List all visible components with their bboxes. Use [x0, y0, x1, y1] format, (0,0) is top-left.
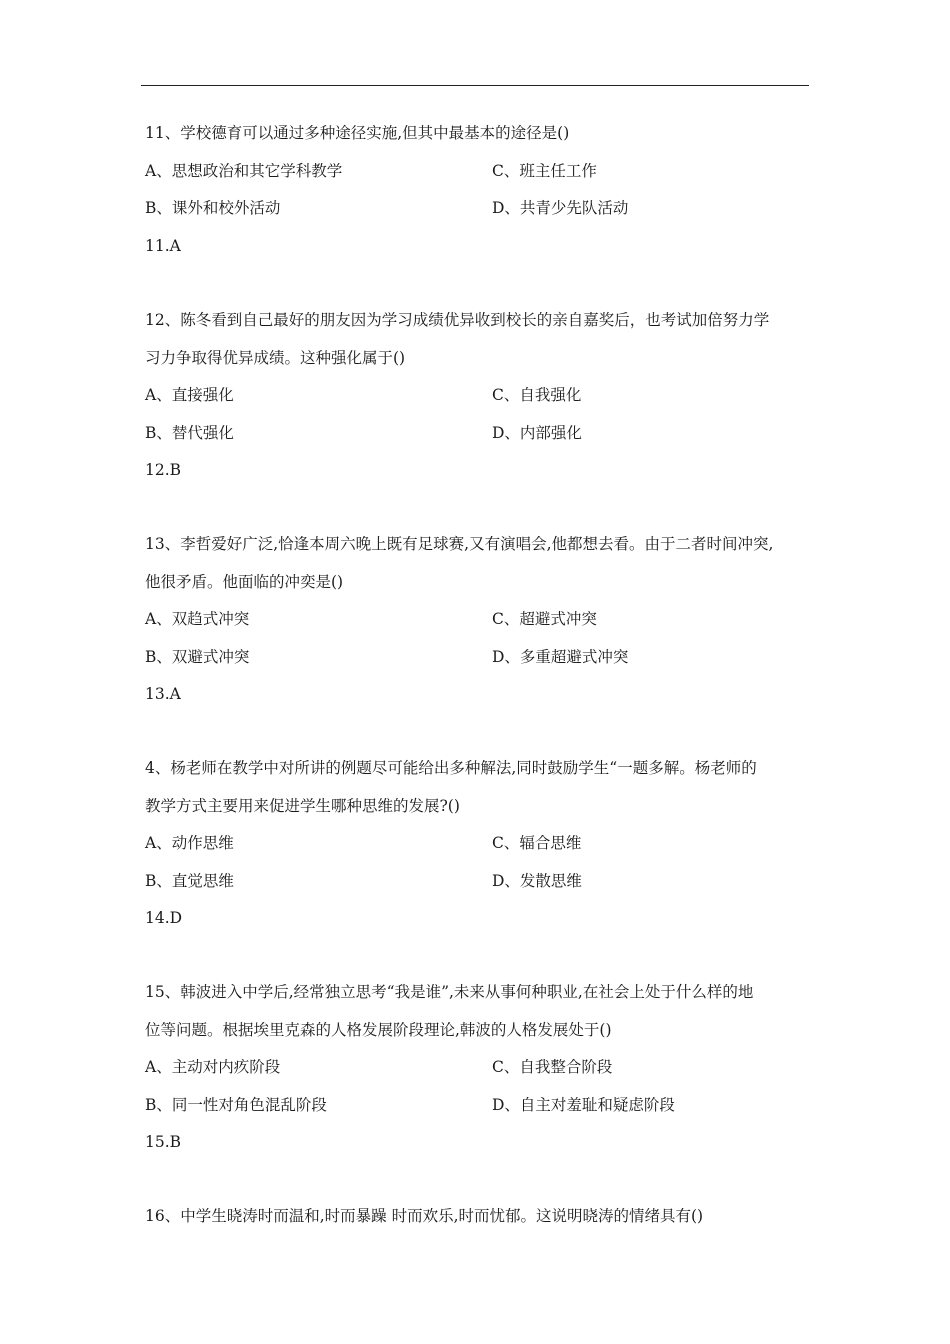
options-row-2 — [145, 863, 809, 901]
answer: 12.B — [145, 461, 182, 479]
option-b: B、双避式冲突 — [145, 647, 250, 666]
question-stem: 12、陈冬看到自己最好的朋友因为学习成绩优异收到校长的亲自嘉奖后，也考试加倍努力学 — [145, 311, 770, 329]
answer: 14.D — [145, 909, 183, 927]
options-row-1 — [145, 153, 809, 191]
question-stem: 11、学校德育可以通过多种途径实施,但其中最基本的途径是() — [145, 124, 570, 142]
option-d: D、共青少先队活动 — [492, 199, 629, 217]
options-row-2 — [145, 415, 809, 453]
option-a: A、主动对内疚阶段 — [145, 1058, 281, 1076]
question-stem-cont: 他很矛盾。他面临的冲奕是() — [145, 572, 344, 591]
option-c: C、辐合思维 — [492, 834, 582, 852]
options-row-2 — [145, 1087, 809, 1125]
question-12 — [145, 302, 809, 490]
option-d: D、内部强化 — [492, 423, 582, 442]
question-stem: 13、李哲爱好广泛,恰逢本周六晚上既有足球赛,又有演唱会,他都想去看。由于二者时间冲突, — [145, 535, 774, 553]
question-stem-cont: 习力争取得优异成绩。这种强化属于() — [145, 348, 406, 367]
question-11 — [145, 115, 809, 265]
option-b: B、课外和校外活动 — [145, 199, 281, 217]
option-a: A、双趋式冲突 — [145, 610, 250, 628]
question-stem: 4、杨老师在教学中对所讲的例题尽可能给出多种解法,同时鼓励学生“一题多解。杨老师的 — [145, 759, 757, 777]
question-13 — [145, 526, 809, 714]
option-d: D、发散思维 — [492, 871, 582, 890]
options-row-1 — [145, 825, 809, 863]
header-rule — [141, 85, 809, 86]
option-c: C、超避式冲突 — [492, 610, 597, 628]
option-a: A、直接强化 — [145, 386, 234, 404]
option-c: C、自我整合阶段 — [492, 1058, 613, 1076]
option-a: A、动作思维 — [145, 834, 234, 852]
option-d: D、自主对羞耻和疑虑阶段 — [492, 1095, 675, 1114]
options-row-2 — [145, 639, 809, 677]
question-stem-cont: 教学方式主要用来促进学生哪种思维的发展?() — [145, 796, 460, 815]
option-c: C、自我强化 — [492, 386, 582, 404]
options-row-2 — [145, 190, 809, 228]
question-16 — [145, 1198, 809, 1236]
question-stem: 15、韩波进入中学后,经常独立思考“我是谁”,未来从事何种职业,在社会上处于什么样的地 — [145, 983, 754, 1001]
option-b: B、同一性对角色混乱阶段 — [145, 1095, 327, 1114]
options-row-1 — [145, 377, 809, 415]
answer: 13.A — [145, 685, 181, 703]
options-row-1 — [145, 601, 809, 639]
option-d: D、多重超避式冲突 — [492, 647, 629, 666]
question-15 — [145, 974, 809, 1162]
question-stem-cont: 位等问题。根据埃里克森的人格发展阶段理论,韩波的人格发展处于() — [145, 1020, 612, 1039]
option-a: A、思想政治和其它学科教学 — [145, 161, 343, 180]
option-b: B、直觉思维 — [145, 871, 234, 890]
answer: 11.A — [145, 236, 181, 255]
option-c: C、班主任工作 — [492, 161, 597, 180]
options-row-1 — [145, 1049, 809, 1087]
question-14 — [145, 750, 809, 938]
option-b: B、替代强化 — [145, 423, 234, 442]
answer: 15.B — [145, 1133, 182, 1151]
question-stem: 16、中学生晓涛时而温和,时而暴躁 时而欢乐,时而忧郁。这说明晓涛的情绪具有() — [145, 1207, 704, 1225]
